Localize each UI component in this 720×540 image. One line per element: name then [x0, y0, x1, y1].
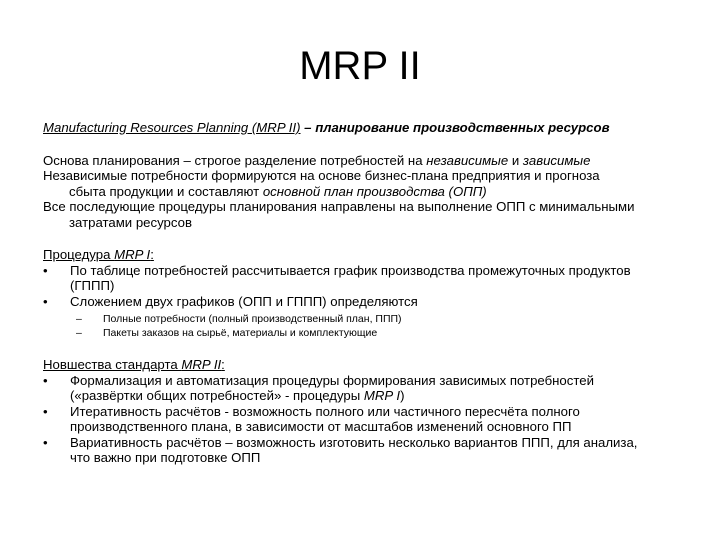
- slide-body: [43, 120, 693, 466]
- mrp1-subitem-1-text: Полные потребности (полный производственный план, ППП): [103, 313, 402, 325]
- basis-dependent: зависимые: [522, 152, 591, 168]
- mrp2-item-3-line-2: что важно при подготовке ОПП: [70, 450, 261, 465]
- mrp2-item-3: [43, 435, 693, 466]
- mrp1-item-2: [43, 294, 693, 310]
- intro-definition: планирование производственных ресурсов: [315, 120, 610, 135]
- mrp2-heading: [43, 357, 693, 373]
- basis-opp: основной план производства (ОПП): [262, 183, 487, 199]
- intro-dash: –: [300, 120, 316, 135]
- basis-independent: независимые: [426, 152, 509, 168]
- mrp2-item-1-text: («развёртки общих потребностей» - процедуры: [70, 388, 364, 403]
- mrp2-item-1-line-1: Формализация и автоматизация процедуры формирования зависимых потребностей: [70, 372, 594, 388]
- mrp1-subitem-2-text: Пакеты заказов на сырьё, материалы и комплектующие: [103, 327, 378, 339]
- mrp2-heading-text: Новшества стандарта: [43, 357, 182, 372]
- mrp1-item-2-text: Сложением двух графиков (ОПП и ГППП) определяются: [70, 293, 418, 309]
- mrp1-item-1-line-2: (ГППП): [70, 278, 115, 293]
- basis-and: и: [508, 152, 523, 168]
- mrp1-heading-colon: :: [150, 247, 154, 262]
- basis-line-5: затратами ресурсов: [69, 214, 192, 230]
- mrp2-item-2-line-2: производственного плана, в зависимости от масштабов изменений основного ПП: [70, 419, 572, 434]
- basis-line-3: [43, 184, 693, 200]
- dash: –: [76, 327, 82, 339]
- intro-term: Manufacturing Resources Planning (MRP II): [43, 120, 301, 135]
- mrp2-item-1-term: MRP I: [363, 388, 401, 403]
- mrp1-subitem-2: [43, 326, 693, 340]
- mrp2-item-2-line-1: Итеративность расчётов - возможность полного или частичного пересчёта полного: [70, 403, 580, 419]
- mrp1-heading: [43, 247, 693, 263]
- dash: –: [76, 313, 82, 325]
- bullet: •: [43, 262, 48, 278]
- bullet: •: [43, 293, 48, 309]
- mrp1-heading-term: MRP I: [114, 247, 151, 262]
- mrp2-item-2: [43, 404, 693, 435]
- basis-line-1: [43, 153, 693, 169]
- mrp2-heading-term: MRP II: [181, 357, 222, 372]
- basis-line-4: Все последующие процедуры планирования направлены на выполнение ОПП с минимальными: [43, 199, 635, 214]
- basis-line-2: Независимые потребности формируются на основе бизнес-плана предприятия и прогноза: [43, 168, 600, 183]
- intro-line: [43, 120, 693, 136]
- basis-text: Основа планирования – строгое разделение потребностей на: [43, 152, 427, 168]
- bullet: •: [43, 403, 48, 419]
- mrp2-heading-colon: :: [221, 357, 225, 372]
- mrp1-item-1-line-1: По таблице потребностей рассчитывается график производства промежуточных продуктов: [70, 262, 631, 278]
- mrp2-item-1-line-2: [70, 388, 594, 404]
- mrp2-item-3-line-1: Вариативность расчётов – возможность изготовить несколько вариантов ППП, для анализа,: [70, 434, 638, 450]
- bullet: •: [43, 372, 48, 388]
- slide-title: MRP II: [299, 44, 421, 88]
- bullet: •: [43, 434, 48, 450]
- mrp2-item-1: [43, 373, 693, 404]
- basis-text: сбыта продукции и составляют: [69, 183, 263, 199]
- mrp2-item-1-paren: ): [400, 388, 405, 403]
- mrp1-subitem-1: [43, 312, 693, 326]
- mrp1-heading-text: Процедура: [43, 247, 115, 262]
- mrp1-item-1: [43, 263, 693, 294]
